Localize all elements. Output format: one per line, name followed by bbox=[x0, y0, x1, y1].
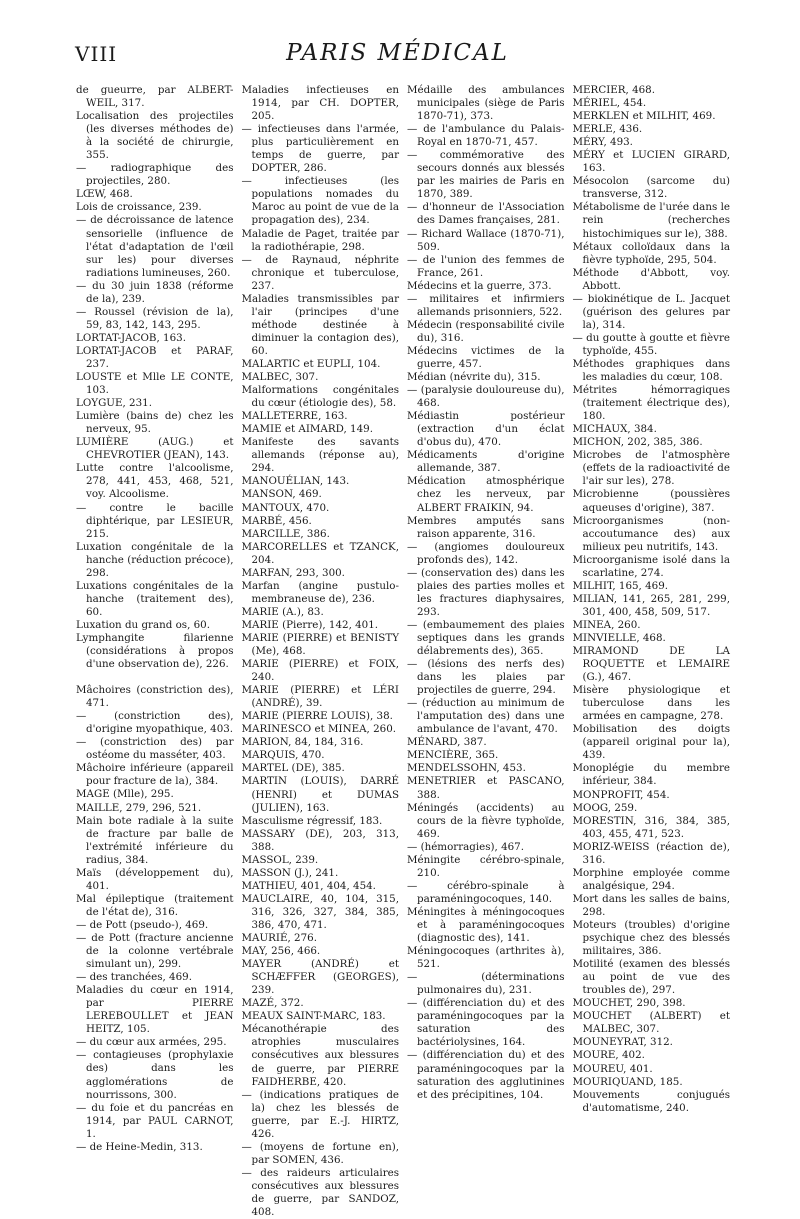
index-column-4 bbox=[573, 84, 731, 1134]
index-entry: Luxations congénitales de la hanche (traitement des), 60. bbox=[76, 579, 234, 618]
index-entry: Méningés (accidents) au cours de la fièvre typhoïde, 469. bbox=[407, 801, 565, 840]
page-number: VIII bbox=[75, 42, 118, 66]
index-entry: MANSON, 469. bbox=[241, 488, 322, 501]
index-entry: MALLETERRE, 163. bbox=[241, 410, 348, 423]
index-entry: Médaille des ambulances municipales (siège de Paris 1870-71), 373. bbox=[407, 84, 565, 123]
index-entry: LUMIÈRE (AUG.) et CHEVROTIER (JEAN), 143. bbox=[76, 436, 234, 462]
index-entry: LORTAT-JACOB, 163. bbox=[76, 331, 186, 344]
index-entry: MEAUX SAINT-MARC, 183. bbox=[241, 1010, 386, 1023]
index-entry: MASSARY (DE), 203, 313, 388. bbox=[241, 827, 399, 853]
index-entry: Microorganisme isolé dans la scarlatine, 274. bbox=[572, 553, 730, 579]
index-entry: MAGE (Mlle), 295. bbox=[76, 788, 174, 801]
index-entry: MONPROFIT, 454. bbox=[572, 788, 670, 801]
index-entry: Mouvements conjugués d'automatisme, 240. bbox=[572, 1088, 730, 1114]
index-entry: Méningocoques (arthrites à), 521. bbox=[407, 945, 565, 971]
index-entry: MOOG, 259. bbox=[572, 801, 638, 814]
index-entry: MARINESCO et MINEA, 260. bbox=[241, 723, 397, 736]
index-entry: — cérébro-spinale à paraméningocoques, 140. bbox=[407, 879, 565, 905]
index-entry: — (indications pratiques de la) chez les blessés de guerre, par E.-J. HIRTZ, 426. bbox=[241, 1088, 399, 1140]
index-entry: Médecins et la guerre, 373. bbox=[407, 279, 552, 292]
index-entry: MALARTIC et EUPLI, 104. bbox=[241, 357, 381, 370]
index-entry: MATHIEU, 401, 404, 454. bbox=[241, 879, 376, 892]
index-entry: Lois de croissance, 239. bbox=[76, 201, 202, 214]
index-entry: Masculisme régressif, 183. bbox=[241, 814, 383, 827]
index-entry: Méthodes graphiques dans les maladies du cœur, 108. bbox=[572, 357, 730, 384]
index-entry: Morphine employée comme analgésique, 294. bbox=[572, 866, 730, 892]
index-entry: Métabolisme de l'urée dans le rein (recherches histochimiques sur le), 388. bbox=[572, 201, 730, 240]
index-entry: Microorganismes (non-accoutumance des) aux milieux peu nutritifs, 143. bbox=[572, 514, 730, 553]
index-entry: — (constriction des) par ostéome du masséter, 403. bbox=[76, 736, 234, 762]
index-entry: MÉRY, 493. bbox=[572, 136, 633, 149]
index-entry: MARBÉ, 456. bbox=[241, 514, 312, 527]
index-entry: MÉRIEL, 454. bbox=[572, 97, 647, 110]
index-entry: MARTIN (LOUIS), DARRÉ (HENRI) et DUMAS (JULIEN), 163. bbox=[241, 775, 399, 814]
index-entry: — de décroissance de latence sensorielle (influence de l'état d'adaptation de l'œil sur les) pour diverses radiations lumineuses, 260. bbox=[76, 214, 234, 279]
index-entry: — de Raynaud, néphrite chronique et tuberculose, 237. bbox=[241, 253, 399, 292]
index-entry: — (moyens de fortune en), par SOMEN, 436. bbox=[241, 1140, 399, 1166]
index-entry: MINVIELLE, 468. bbox=[572, 631, 666, 644]
index-entry: — contagieuses (prophylaxie des) dans les agglomérations de nourrissons, 300. bbox=[76, 1049, 234, 1101]
index-entry: Luxation congénitale de la hanche (réduction précoce), 298. bbox=[76, 540, 234, 579]
index-entry: MILIAN, 141, 265, 281, 299, 301, 400, 458, 509, 517. bbox=[572, 592, 730, 618]
index-entry: MORESTIN, 316, 384, 385, 403, 455, 471, 523. bbox=[572, 814, 730, 840]
index-entry: — du foie et du pancréas en 1914, par PAUL CARNOT, 1. bbox=[76, 1101, 234, 1140]
index-entry: Lutte contre l'alcoolisme, 278, 441, 453, 468, 521, voy. Alcoolisme. bbox=[76, 462, 234, 501]
index-entry: — Richard Wallace (1870-71), 509. bbox=[407, 227, 565, 253]
index-entry: MÉNARD, 387. bbox=[407, 736, 487, 749]
index-entry: Localisation des projectiles (les diverses méthodes de) à la société de chirurgie, 355. bbox=[76, 110, 234, 162]
index-entry: — (différenciation du) et des paraméningocoques par la saturation des agglutinines et des précipitines, 104. bbox=[407, 1049, 565, 1101]
index-entry: Métrites hémorragiques (traitement électrique des), 180. bbox=[572, 384, 730, 423]
index-entry: MAUCLAIRE, 40, 104, 315, 316, 326, 327, 384, 385, 386, 470, 471. bbox=[241, 892, 399, 931]
index-entry: Moteurs (troubles) d'origine psychique chez des blessés militaires, 386. bbox=[572, 919, 730, 958]
index-entry: MAILLE, 279, 296, 521. bbox=[76, 801, 202, 814]
index-entry: Monoplégie du membre inférieur, 384. bbox=[572, 762, 730, 788]
index-entry: Médian (névrite du), 315. bbox=[407, 371, 541, 384]
index-entry: Méningites à méningocoques et à paraméningocoques (diagnostic des), 141. bbox=[407, 905, 565, 945]
index-column-1 bbox=[76, 84, 234, 1153]
index-entry: LOUSTE et Mlle LE CONTE, 103. bbox=[76, 371, 234, 397]
index-column-3 bbox=[407, 84, 565, 1134]
index-entry: — de Pott (pseudo-), 469. bbox=[76, 918, 209, 931]
index-entry: Membres amputés sans raison apparente, 316. bbox=[407, 514, 565, 540]
index-entry: Médecins victimes de la guerre, 457. bbox=[407, 344, 565, 370]
index-entry: — des raideurs articulaires consécutives aux blessures de guerre, par SANDOZ, 408. bbox=[241, 1166, 399, 1219]
index-entry: MOUNEYRAT, 312. bbox=[572, 1036, 673, 1049]
index-entry: MARFAN, 293, 300. bbox=[241, 566, 345, 579]
index-columns bbox=[76, 84, 730, 1219]
index-entry: MOUREU, 401. bbox=[572, 1062, 653, 1075]
index-entry: MOUCHET (ALBERT) et MALBEC, 307. bbox=[572, 1010, 730, 1036]
index-entry: MAURIÉ, 276. bbox=[241, 932, 317, 945]
index-entry: de gueurre, par ALBERT-WEIL, 317. bbox=[76, 84, 234, 110]
index-entry: MENETRIER et PASCANO, 388. bbox=[407, 775, 565, 801]
index-entry: — d'honneur de l'Association des Dames françaises, 281. bbox=[407, 201, 565, 227]
index-entry: MARION, 84, 184, 316. bbox=[241, 736, 364, 749]
index-entry: — Roussel (révision de la), 59, 83, 142, 143, 295. bbox=[76, 305, 234, 331]
index-entry: LŒW, 468. bbox=[76, 188, 133, 201]
index-entry: MOURIQUAND, 185. bbox=[572, 1075, 683, 1088]
index-entry: — du 30 juin 1838 (réforme de la), 239. bbox=[76, 279, 234, 305]
index-entry: Main bote radiale à la suite de fracture par balle de l'extrémité inférieure du radius, 384. bbox=[76, 814, 234, 866]
index-entry: — du goutte à goutte et fièvre typhoïde, 455. bbox=[572, 331, 730, 357]
index-entry: — infectieuses dans l'armée, plus particulièrement en temps de guerre, par DOPTER, 286. bbox=[241, 123, 399, 175]
index-entry: Motilité (examen des blessés au point de vue des troubles de), 297. bbox=[572, 958, 730, 997]
index-entry: MARQUIS, 470. bbox=[241, 749, 325, 762]
index-entry: MARIE (PIERRE) et BENISTY (Me), 468. bbox=[241, 631, 399, 658]
index-entry: Maladies du cœur en 1914, par PIERRE LEREBOULLET et JEAN HEITZ, 105. bbox=[76, 984, 234, 1036]
index-entry: MENDELSSOHN, 453. bbox=[407, 762, 526, 775]
index-entry: — (hémorragies), 467. bbox=[407, 840, 525, 853]
index-entry: Marfan (angine pustulo-membraneuse de), 236. bbox=[241, 579, 399, 605]
index-entry: Microbienne (poussières aqueuses d'origine), 387. bbox=[572, 488, 730, 514]
index-entry: MARIE (A.), 83. bbox=[241, 605, 324, 618]
index-entry: — de Pott (fracture ancienne de la colonne vertébrale simulant un), 299. bbox=[76, 932, 234, 971]
index-entry: — (lésions des nerfs des) dans les plaies par projectiles de guerre, 294. bbox=[407, 658, 565, 697]
index-entry: Misère physiologique et tuberculose dans les armées en campagne, 278. bbox=[572, 684, 730, 723]
index-entry: — (paralysie douloureuse du), 468. bbox=[407, 384, 565, 410]
index-entry: MAMIE et AIMARD, 149. bbox=[241, 423, 373, 436]
index-entry: — (constriction des), d'origine myopathique, 403. bbox=[76, 710, 234, 736]
page-header bbox=[75, 40, 720, 80]
index-entry: — du cœur aux armées, 295. bbox=[76, 1036, 227, 1049]
index-entry: MERKLEN et MILHIT, 469. bbox=[572, 110, 716, 123]
index-entry: MOURE, 402. bbox=[572, 1049, 645, 1062]
index-entry: — (conservation des) dans les plaies des parties molles et les fractures diaphysaires, 293. bbox=[407, 566, 565, 618]
index-entry: MINEA, 260. bbox=[572, 618, 641, 631]
index-entry: — de l'ambulance du Palais-Royal en 1870-71, 457. bbox=[407, 123, 565, 149]
index-entry: Médication atmosphérique chez les nerveux, par ALBERT FRAIKIN, 94. bbox=[407, 475, 565, 514]
index-entry: MILHIT, 165, 469. bbox=[572, 579, 669, 592]
index-entry: LOYGUE, 231. bbox=[76, 397, 152, 410]
index-entry: — radiographique des projectiles, 280. bbox=[76, 162, 234, 188]
index-entry: Mâchoires (constriction des), 471. bbox=[76, 684, 234, 710]
index-entry: MANOUÉLIAN, 143. bbox=[241, 475, 350, 488]
index-entry: MARIE (PIERRE) et FOIX, 240. bbox=[241, 658, 399, 684]
index-entry: Médecin (responsabilité civile du), 316. bbox=[407, 318, 565, 344]
page-title: PARIS MÉDICAL bbox=[286, 40, 509, 66]
index-column-2 bbox=[241, 84, 400, 1219]
index-entry: — (déterminations pulmonaires du), 231. bbox=[407, 971, 565, 997]
index-entry: — commémorative des secours donnés aux blessés par les mairies de Paris en 1870, 389. bbox=[407, 149, 565, 201]
index-entry: MAY, 256, 466. bbox=[241, 945, 321, 958]
index-entry: Mort dans les salles de bains, 298. bbox=[572, 892, 730, 918]
index-entry: Microbes de l'atmosphère (effets de la radioactivité de l'air sur les), 278. bbox=[572, 449, 730, 488]
index-entry: MÉRY et LUCIEN GIRARD, 163. bbox=[572, 149, 730, 175]
index-entry: MERCIER, 468. bbox=[572, 84, 656, 96]
index-entry: — de l'union des femmes de France, 261. bbox=[407, 253, 565, 279]
index-entry: MARCORELLES et TZANCK, 204. bbox=[241, 540, 399, 566]
index-entry: MARIE (PIERRE) et LÉRI (ANDRÉ), 39. bbox=[241, 684, 399, 710]
index-entry: Mal épileptique (traitement de l'état de), 316. bbox=[76, 892, 234, 918]
index-entry: Médicaments d'origine allemande, 387. bbox=[407, 449, 565, 475]
index-entry: MANTOUX, 470. bbox=[241, 501, 330, 514]
index-entry: MAZÉ, 372. bbox=[241, 997, 304, 1010]
index-entry: Métaux colloïdaux dans la fièvre typhoïde, 295, 504. bbox=[572, 240, 730, 266]
index-entry: Maladie de Paget, traitée par la radiothérapie, 298. bbox=[241, 227, 399, 253]
index-entry: Maladies infectieuses en 1914, par CH. DOPTER, 205. bbox=[241, 84, 399, 123]
index-entry: MIRAMOND DE LA ROQUETTE et LEMAIRE (G.), 467. bbox=[572, 645, 730, 684]
index-entry: Mobilisation des doigts (appareil original pour la), 439. bbox=[572, 723, 730, 762]
index-entry: MASSON (J.), 241. bbox=[241, 866, 339, 879]
index-entry: MERLE, 436. bbox=[572, 123, 643, 136]
index-entry: MOUCHET, 290, 398. bbox=[572, 997, 686, 1010]
index-entry: Méningite cérébro-spinale, 210. bbox=[407, 853, 565, 879]
index-entry: MARCILLE, 386. bbox=[241, 527, 330, 540]
index-entry: Mécanothérapie des atrophies musculaires consécutives aux blessures de guerre, par PIERRE FAIDHERBE, 420. bbox=[241, 1023, 399, 1088]
index-entry: — biokinétique de L. Jacquet (guérison des gelures par la), 314. bbox=[572, 292, 730, 331]
index-entry: Méthode d'Abbott, voy. Abbott. bbox=[572, 266, 730, 292]
index-entry: MALBEC, 307. bbox=[241, 371, 319, 384]
index-entry: Luxation du grand os, 60. bbox=[76, 618, 211, 631]
index-entry: Mésocolon (sarcome du) transverse, 312. bbox=[572, 175, 730, 201]
index-entry: MARIE (PIERRE LOUIS), 38. bbox=[241, 710, 393, 723]
index-entry: LORTAT-JACOB et PARAF, 237. bbox=[76, 344, 234, 370]
index-entry: MASSOL, 239. bbox=[241, 853, 319, 866]
index-entry: Médiastin postérieur (extraction d'un éclat d'obus du), 470. bbox=[407, 410, 565, 449]
index-entry: MICHAUX, 384. bbox=[572, 423, 657, 436]
index-entry: Lymphangite filarienne (considérations à propos d'une observation de), 226. bbox=[76, 631, 234, 671]
index-entry: Maïs (développement du), 401. bbox=[76, 866, 234, 892]
index-entry: Mâchoire inférieure (appareil pour fracture de la), 384. bbox=[76, 762, 234, 788]
index-entry: Maladies transmissibles par l'air (principes d'une méthode destinée à diminuer la contagion des), 60. bbox=[241, 292, 399, 357]
index-entry: — infectieuses (les populations nomades du Maroc au point de vue de la propagation des), 234. bbox=[241, 175, 399, 227]
index-entry: — (différenciation du) et des paraméningocoques par la saturation des bactériolysines, 164. bbox=[407, 997, 565, 1049]
index-entry: MAYER (ANDRÉ) et SCHÆFFER (GEORGES), 239. bbox=[241, 958, 399, 997]
index-entry: — militaires et infirmiers allemands prisonniers, 522. bbox=[407, 292, 565, 318]
index-entry: MORIZ-WEISS (réaction de), 316. bbox=[572, 840, 730, 866]
index-entry: — contre le bacille diphtérique, par LESIEUR, 215. bbox=[76, 501, 234, 540]
index-entry: Lumière (bains de) chez les nerveux, 95. bbox=[76, 410, 234, 436]
index-entry: — (réduction au minimum de l'amputation des) dans une ambulance de l'avant, 470. bbox=[407, 697, 565, 736]
index-entry: MARIE (Pierre), 142, 401. bbox=[241, 618, 379, 631]
index-entry: Malformations congénitales du cœur (étiologie des), 58. bbox=[241, 384, 399, 410]
section-gap bbox=[76, 671, 234, 684]
index-entry: MENCIÈRE, 365. bbox=[407, 749, 499, 762]
index-entry: — de Heine-Medin, 313. bbox=[76, 1140, 203, 1153]
index-entry: MICHON, 202, 385, 386. bbox=[572, 436, 703, 449]
index-entry: Manifeste des savants allemands (réponse au), 294. bbox=[241, 436, 399, 475]
index-entry: — (embaumement des plaies septiques dans les grands délabrements des), 365. bbox=[407, 618, 565, 658]
index-entry: — (angiomes douloureux profonds des), 142. bbox=[407, 540, 565, 566]
index-entry: MARTEL (DE), 385. bbox=[241, 762, 345, 775]
index-entry: — des tranchées, 469. bbox=[76, 971, 192, 984]
